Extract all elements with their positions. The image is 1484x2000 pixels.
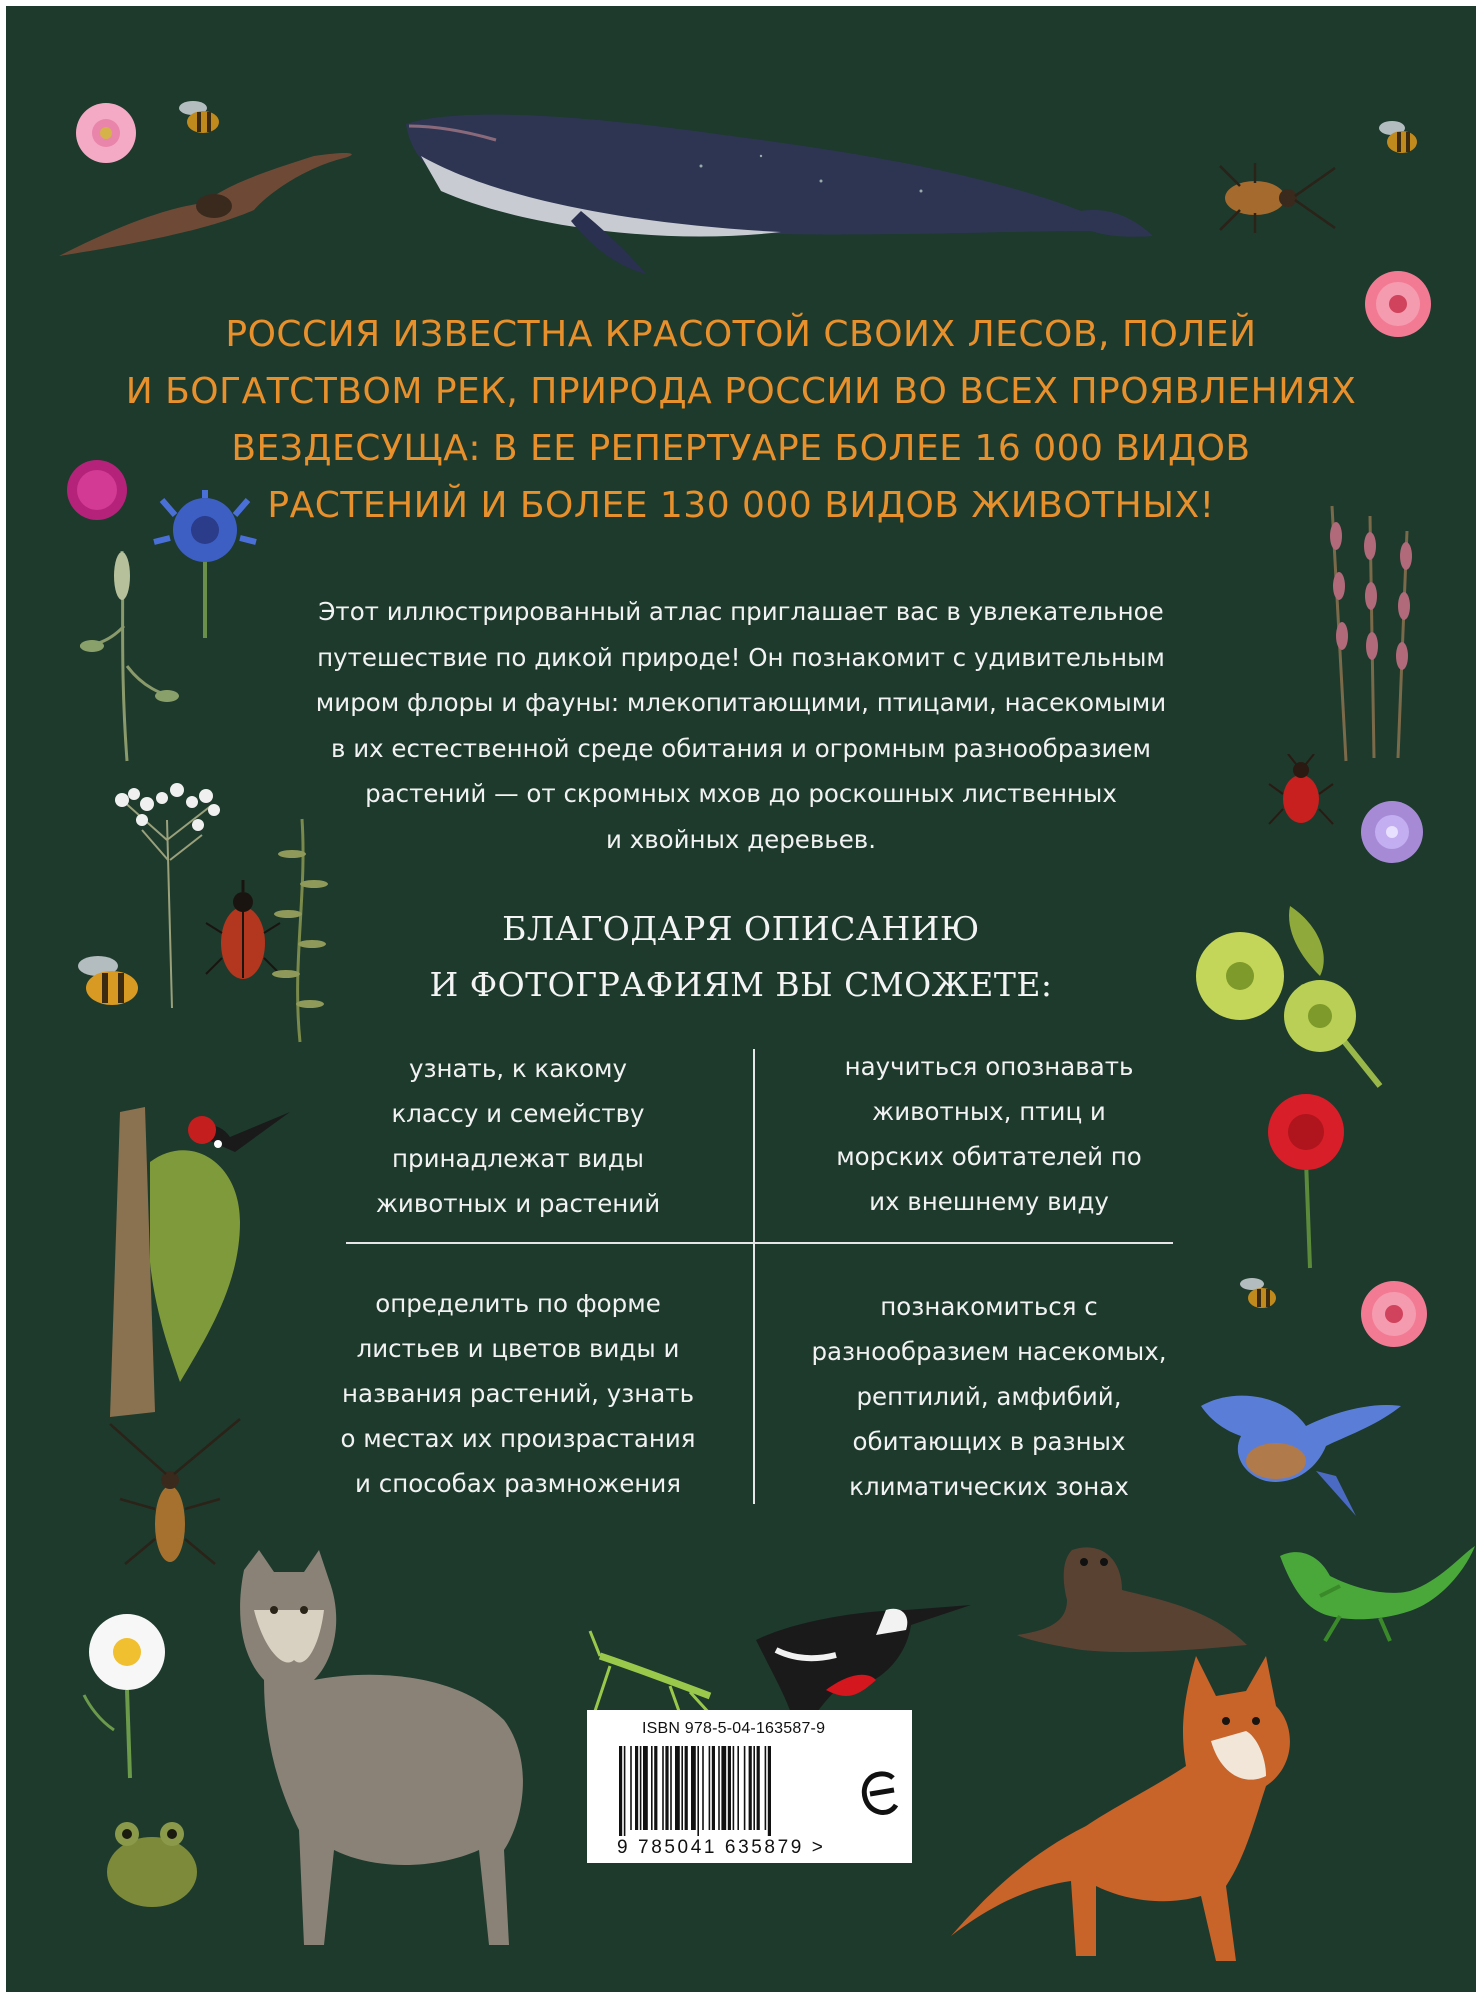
benefit-line: определить по форме: [375, 1289, 661, 1318]
subheading-line: БЛАГОДАРЯ ОПИСАНИЮ: [502, 909, 980, 948]
bluebird-icon: [1196, 1376, 1406, 1526]
benefit-line: животных, птиц и: [872, 1097, 1106, 1126]
barcode-digits: 9 785041 635879 >: [617, 1837, 826, 1858]
headline-line: ВЕЗДЕСУЩА: В ЕЕ РЕПЕРТУАРЕ БОЛЕЕ 16 000 ВИДОВ: [231, 428, 1251, 469]
barcode-bar: [749, 1746, 752, 1830]
fox-icon: [946, 1646, 1326, 1966]
bee-icon: [1232, 1270, 1288, 1316]
headline-line: РОССИЯ ИЗВЕСТНА КРАСОТОЙ СВОИХ ЛЕСОВ, ПОЛЕЙ: [225, 314, 1257, 355]
barcode-bar: [619, 1746, 622, 1836]
benefit-line: рептилий, амфибий,: [856, 1382, 1122, 1411]
frog-icon: [92, 1810, 212, 1920]
barcode-bar: [721, 1746, 726, 1830]
subheading-line: И ФОТОГРАФИЯМ ВЫ СМОЖЕТЕ:: [429, 965, 1053, 1004]
subheading: [6, 901, 1476, 1013]
barcode-panel: [587, 1710, 912, 1863]
benefit-line: и способах размножения: [355, 1469, 681, 1498]
headline-line: И БОГАТСТВОМ РЕК, ПРИРОДА РОССИИ ВО ВСЕХ ПРОЯВЛЕНИЯХ: [125, 371, 1357, 412]
benefit-line: познакомиться с: [880, 1292, 1098, 1321]
intro-line: в их естественной среде обитания и огромным разнообразием: [331, 733, 1151, 763]
bee-icon: [1370, 110, 1430, 164]
barcode-bar: [733, 1746, 735, 1830]
bee-icon: [171, 92, 233, 140]
benefit-bottom-left: [323, 1281, 713, 1506]
headline: [6, 306, 1476, 534]
barcode-bar: [712, 1746, 715, 1830]
pink-daisy-flower-icon: [1358, 1278, 1430, 1350]
rose-flower-icon: [66, 98, 146, 168]
barcode-bar: [744, 1746, 746, 1830]
barcode-bar: [665, 1746, 668, 1830]
barcode-bar: [753, 1746, 755, 1830]
grid-divider-vertical: [753, 1049, 755, 1504]
barcode-bar: [624, 1746, 626, 1836]
intro-line: миром флоры и фауны: млекопитающими, птицами, насекомыми: [315, 688, 1167, 717]
barcode-bar: [709, 1746, 711, 1830]
barcode-bar: [702, 1746, 704, 1830]
benefit-top-right: [794, 1044, 1184, 1224]
barcode-bar: [697, 1746, 699, 1836]
barcode-bar: [681, 1746, 683, 1830]
wolf-icon: [204, 1550, 534, 1950]
book-back-cover: [6, 6, 1476, 1992]
grid-divider-horizontal: [346, 1242, 1173, 1244]
benefit-line: разнообразием насекомых,: [811, 1337, 1167, 1366]
barcode-bar: [737, 1746, 739, 1830]
mantis-icon: [570, 1626, 720, 1716]
intro-line: путешествие по дикой природе! Он познакомит с удивительным: [317, 642, 1165, 672]
barcode-bar: [675, 1746, 680, 1830]
benefit-line: листьев и цветов виды и: [356, 1334, 680, 1363]
intro-line: Этот иллюстрированный атлас приглашает вас в увлекательное: [318, 597, 1164, 626]
intro-line: растений — от скромных мхов до роскошных лиственных: [365, 779, 1117, 808]
benefit-line: о местах их произрастания: [340, 1424, 696, 1453]
benefit-line: их внешнему виду: [869, 1187, 1109, 1216]
woodpecker-icon: [90, 1082, 300, 1422]
beetle-icon: [1200, 158, 1340, 238]
barcode-bar: [685, 1746, 688, 1830]
barcode-bars: [617, 1746, 847, 1836]
barcode-bar: [640, 1746, 642, 1830]
publisher-logo-icon: [861, 1770, 901, 1816]
barcode-bar: [651, 1746, 653, 1830]
intro-paragraph: [6, 589, 1476, 862]
benefit-line: научиться опознавать: [844, 1052, 1134, 1081]
barcode-bar: [757, 1746, 760, 1830]
headline-line: РАСТЕНИЙ И БОЛЕЕ 130 000 ВИДОВ ЖИВОТНЫХ!: [267, 485, 1215, 526]
otter-icon: [1012, 1530, 1252, 1660]
barcode-bar: [728, 1746, 731, 1830]
red-dahlia-icon: [1260, 1090, 1352, 1270]
benefit-line: животных и растений: [375, 1189, 661, 1218]
barcode-bar: [768, 1746, 771, 1836]
benefit-line: морских обитателей по: [836, 1142, 1142, 1171]
whale-icon: [401, 96, 1161, 276]
benefit-line: климатических зонах: [849, 1472, 1129, 1501]
barcode-bar: [630, 1746, 632, 1830]
barcode-bar: [691, 1746, 696, 1830]
barcode-bar: [765, 1746, 767, 1830]
benefit-top-left: [323, 1046, 713, 1226]
intro-line: и хвойных деревьев.: [605, 824, 877, 854]
benefit-bottom-right: [794, 1284, 1184, 1509]
barcode-bar: [635, 1746, 638, 1830]
barcode-bar: [670, 1746, 672, 1830]
lizard-icon: [1270, 1536, 1476, 1646]
barcode-bar: [654, 1746, 657, 1830]
isbn-label: ISBN 978-5-04-163587-9: [642, 1720, 826, 1737]
barcode-bar: [662, 1746, 664, 1830]
benefit-line: названия растений, узнать: [341, 1379, 695, 1408]
barcode-bar: [718, 1746, 720, 1830]
white-daisy-icon: [74, 1610, 180, 1780]
benefit-line: классу и семейству: [391, 1099, 645, 1128]
benefit-line: обитающих в разных: [852, 1427, 1126, 1456]
benefit-line: принадлежат виды: [392, 1144, 644, 1173]
barcode-bar: [643, 1746, 648, 1830]
benefit-line: узнать, к какому: [408, 1054, 627, 1083]
